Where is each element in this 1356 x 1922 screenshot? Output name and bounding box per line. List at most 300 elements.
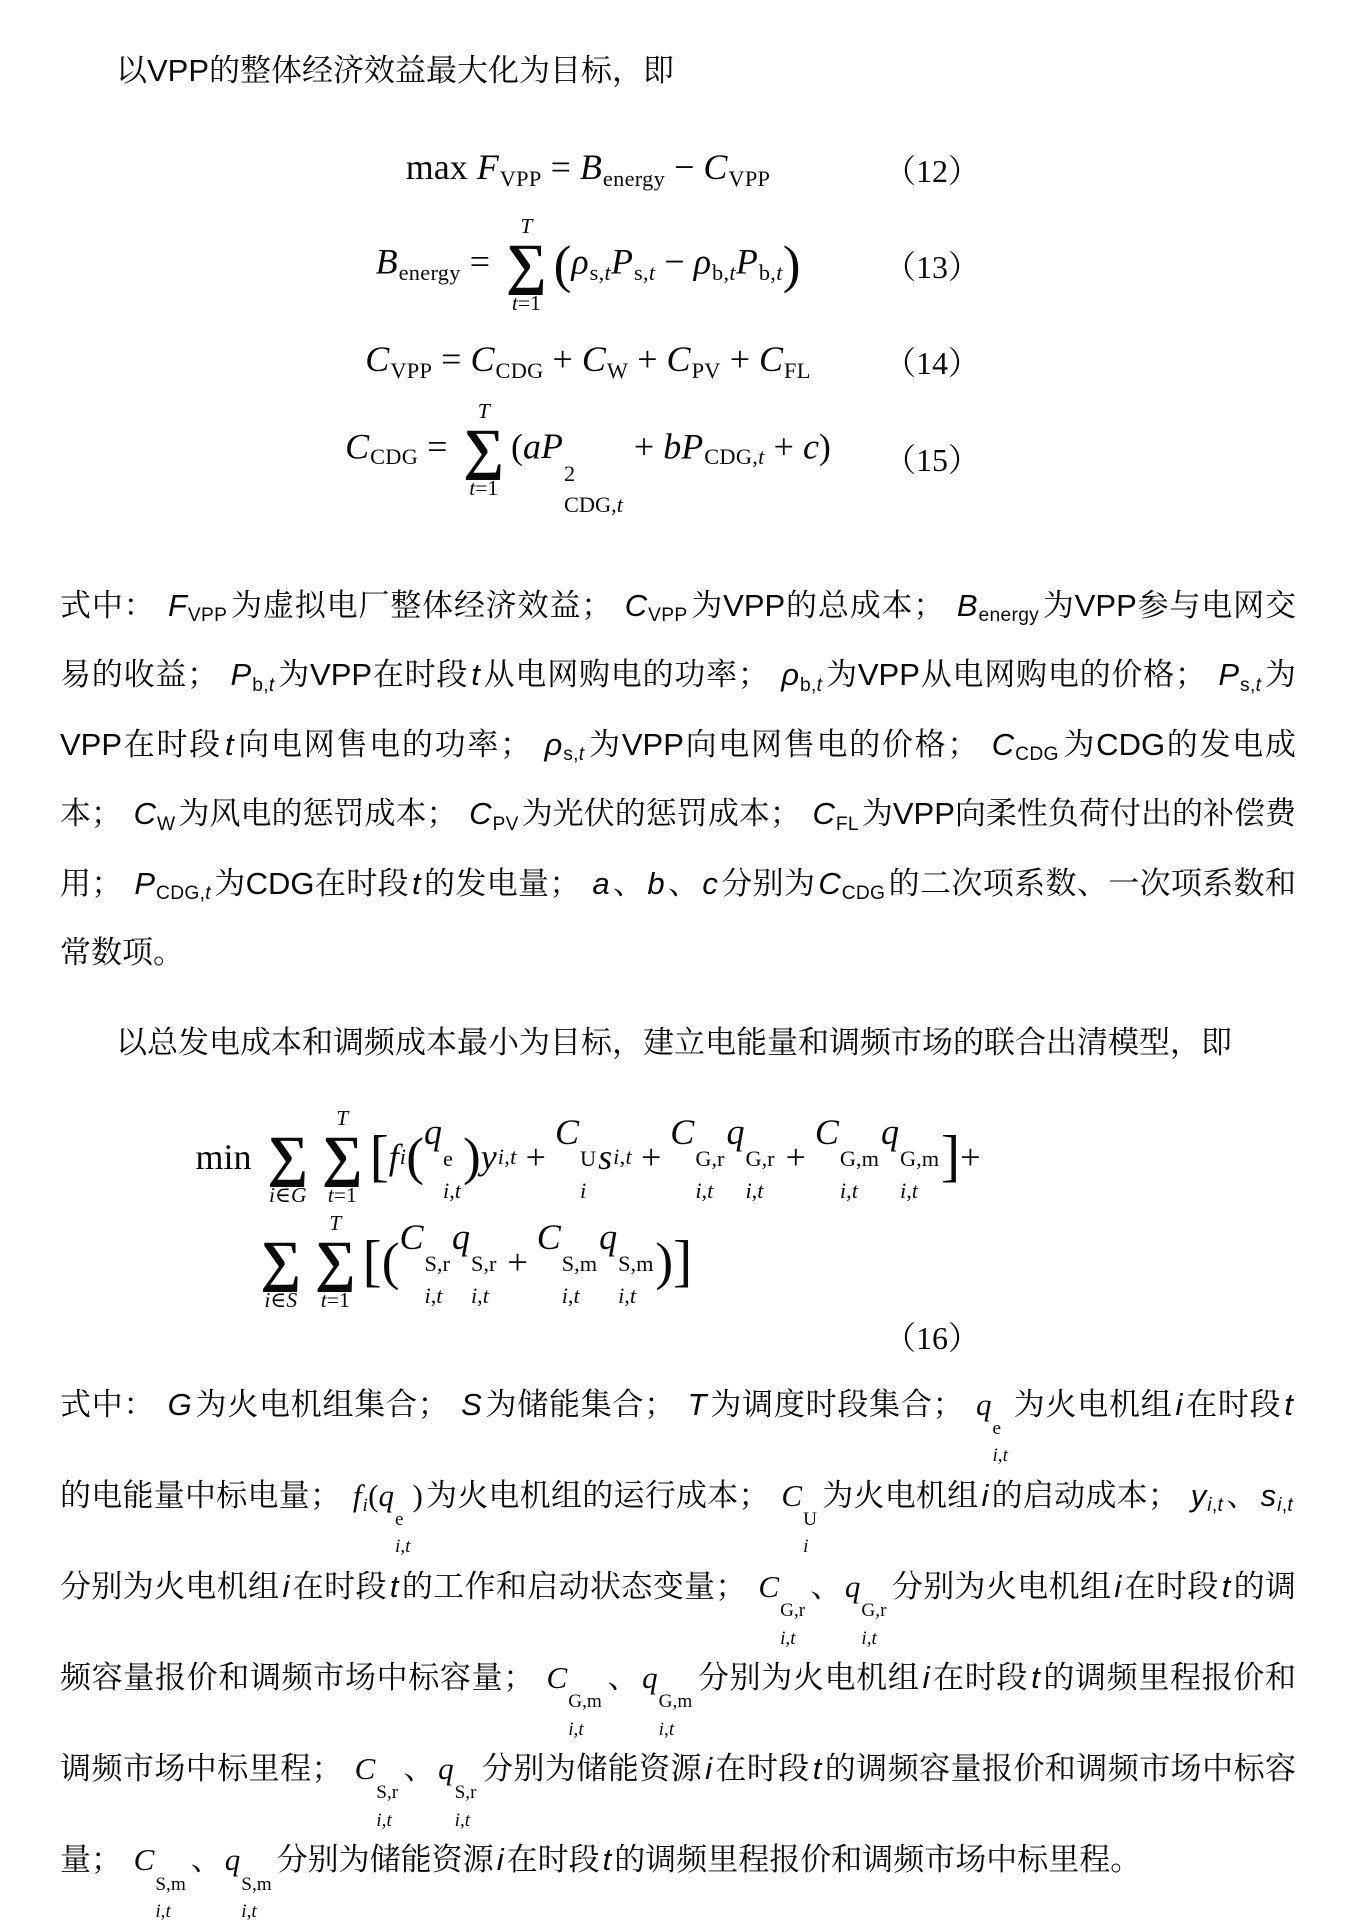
sum-upper-limit: T (329, 1210, 342, 1235)
math-token: energy (602, 165, 666, 191)
math-token: t (224, 726, 234, 762)
script-stack (425, 1253, 450, 1307)
symbol-base: C (536, 1216, 561, 1257)
text-run: 的发电量； (423, 865, 590, 901)
script-stack (455, 1783, 477, 1830)
math-token: energy (978, 605, 1040, 627)
math-token: + (543, 339, 582, 380)
text-run: 在时段 (1124, 1569, 1219, 1605)
math-token: b,t (252, 674, 275, 696)
text-run: 为虚拟电厂整体经济效益； (230, 588, 622, 624)
equation-13 (60, 207, 1296, 323)
math-token: P (735, 241, 758, 282)
math-token: y (480, 1136, 497, 1177)
math-token: s,t (589, 259, 611, 285)
math-token: i (282, 1569, 290, 1605)
equation-14-formula (365, 338, 810, 383)
symbol-base: q (642, 1660, 658, 1696)
text-run: 分别为储能资源 (276, 1842, 494, 1878)
math-token: f (388, 1136, 399, 1177)
script-stack (695, 1148, 724, 1202)
math-token: W (606, 357, 629, 383)
math-token: i (981, 1477, 989, 1513)
math-token: t (411, 865, 421, 901)
inline-math-run (844, 1569, 889, 1649)
superscript: G,m (568, 1691, 602, 1713)
math-token: b,t (758, 259, 783, 285)
equation-13-formula (376, 214, 801, 316)
scripted-symbol (438, 1739, 478, 1830)
superscript: 2 (563, 460, 576, 486)
math-token: C (759, 339, 784, 380)
sum-lower-limit: t=1 (327, 1183, 357, 1208)
math-token: s,t (563, 744, 585, 766)
math-token: C (133, 796, 157, 832)
symbol-base: C (399, 1216, 424, 1257)
inline-math-run (168, 1387, 192, 1422)
math-token: P (230, 657, 252, 693)
math-token: b,t (711, 259, 736, 285)
text-run: 为储能集合； (484, 1386, 685, 1422)
inline-math-run (224, 1842, 274, 1922)
inline-math-run (813, 1751, 822, 1786)
symbol-base: P (540, 426, 563, 467)
math-token: + (764, 426, 803, 467)
superscript: G,m (899, 1146, 940, 1172)
math-token: i (1114, 1569, 1122, 1605)
text-run: 为CDG在时段 (213, 865, 409, 901)
sigma-icon: ∑ (506, 232, 547, 296)
equation-14-number: （14） (883, 345, 980, 381)
symbol-base: q (438, 1751, 454, 1787)
equation-16-body (195, 1103, 980, 1313)
math-token: P (611, 241, 633, 282)
math-token: FL (835, 813, 859, 835)
superscript: S,r (376, 1782, 399, 1804)
sum-upper-limit: T (477, 399, 490, 423)
script-stack (618, 1253, 653, 1307)
equation-16 (60, 1103, 1296, 1359)
math-token: VPP (499, 165, 542, 191)
superscript: G,r (695, 1146, 725, 1172)
sum-lower-limit: t=1 (511, 291, 541, 316)
subscript: i,t (992, 1445, 1008, 1467)
inline-math-run (812, 796, 859, 835)
math-token: i,t (1207, 1495, 1224, 1517)
script-stack (580, 1148, 596, 1202)
equation-12-formula (406, 146, 771, 191)
inline-math-run (705, 1751, 712, 1786)
math-token: b (647, 865, 665, 901)
subscript: i,t (861, 1627, 877, 1649)
symbol-base: q (844, 1569, 861, 1605)
superscript: G,r (780, 1600, 806, 1622)
math-token: t (471, 657, 480, 693)
math-token: T (687, 1386, 707, 1422)
text-run: 式中： (60, 1386, 165, 1422)
scripted-symbol (378, 1466, 412, 1557)
math-token: a (522, 426, 541, 467)
scripted-symbol (537, 1216, 599, 1308)
math-token: C (470, 339, 495, 380)
text-run: 为火电机组集合； (194, 1386, 459, 1422)
script-stack (568, 1692, 602, 1739)
math-token: ρ (693, 241, 711, 282)
scripted-symbol (726, 1111, 776, 1203)
subscript: i (579, 1178, 587, 1203)
inline-math-run (592, 866, 609, 901)
math-token: CDG (370, 444, 419, 470)
subscript: i,t (424, 1282, 443, 1308)
sigma-icon: ∑ (260, 1229, 301, 1293)
math-token: C (703, 147, 728, 188)
math-token: i (705, 1751, 712, 1787)
symbol-base: C (670, 1112, 695, 1152)
math-token: i,t (613, 1143, 632, 1169)
big-delimiter: [ (362, 1230, 382, 1294)
subscript: i,t (745, 1178, 764, 1203)
superscript: e (443, 1146, 453, 1172)
script-stack (780, 1601, 805, 1648)
text-run: 的调频里程报价和调频市场中标里程； (60, 1660, 1296, 1787)
math-token: i,t (497, 1143, 517, 1169)
inline-math-run (471, 657, 480, 692)
math-token: B (956, 588, 978, 624)
scripted-symbol (881, 1111, 941, 1203)
big-delimiter: ) (655, 1232, 674, 1292)
math-token: + (960, 1136, 981, 1177)
summation-symbol (463, 399, 504, 501)
text-run: 为VPP的总成本； (690, 588, 954, 624)
inline-math-run (412, 866, 421, 901)
superscript: S,r (470, 1251, 497, 1277)
inline-math-run (624, 588, 688, 627)
sum-lower-limit: t=1 (469, 476, 499, 501)
text-run: 为VPP在时段 (60, 657, 1297, 762)
inline-math-run (1190, 1477, 1224, 1517)
symbol-base: C (546, 1660, 568, 1696)
math-token: VPP (648, 605, 688, 627)
big-delimiter: ] (673, 1230, 693, 1294)
summation-symbol (267, 1106, 308, 1208)
math-token: G (167, 1386, 192, 1422)
inline-math-run (390, 1569, 399, 1604)
inline-math-run (642, 1660, 694, 1740)
math-token: = (541, 147, 580, 188)
superscript: S,r (424, 1251, 450, 1277)
big-delimiter: ( (381, 1232, 400, 1292)
script-stack (562, 1253, 597, 1307)
math-token: B (579, 147, 602, 188)
intro-paragraph-1: 以VPP的整体经济效益最大化为目标，即 (116, 53, 675, 88)
symbol-base: q (424, 1112, 443, 1152)
math-token: + (628, 339, 667, 380)
text-run: 为火电机组 (821, 1477, 979, 1513)
text-run: 为调度时段集合； (709, 1386, 973, 1422)
superscript: S,m (155, 1873, 186, 1895)
subscript: i,t (839, 1178, 858, 1203)
math-token: t (389, 1569, 399, 1605)
subscript: i,t (241, 1900, 257, 1922)
inline-math-run (497, 1842, 504, 1877)
math-token: i (922, 1660, 930, 1696)
math-token: energy (398, 259, 461, 285)
script-stack (900, 1148, 939, 1202)
subscript: CDG,t (563, 492, 623, 518)
inline-math-run (167, 588, 228, 627)
scripted-symbol (781, 1466, 819, 1557)
math-token: a (592, 865, 610, 901)
superscript: G,r (745, 1146, 775, 1172)
scripted-symbol (976, 1375, 1010, 1466)
math-token: + (498, 1241, 537, 1282)
superscript: U (579, 1146, 597, 1172)
text-run: 、 (1226, 1477, 1258, 1513)
math-token: C (666, 339, 691, 380)
subscript: i,t (155, 1900, 171, 1922)
symbol-base: q (224, 1842, 241, 1878)
math-token: F (167, 588, 187, 624)
inline-math-run (781, 657, 823, 696)
math-token: VPP (728, 165, 771, 191)
script-stack (861, 1601, 886, 1648)
symbol-base: q (975, 1386, 992, 1422)
scripted-symbol (547, 1648, 604, 1739)
equation-12-number: （12） (883, 153, 980, 189)
inline-math-run (702, 866, 718, 901)
math-token: ) (818, 426, 831, 467)
text-run: 为火电机组的运行成本； (425, 1477, 779, 1513)
summation-symbol (322, 1106, 363, 1208)
text-run: 分别为火电机组 (697, 1660, 920, 1696)
inline-math-run (975, 1386, 1010, 1467)
sum-upper-limit: T (520, 214, 533, 239)
scripted-symbol (134, 1830, 188, 1921)
equation-16-number: （16） (883, 1319, 980, 1356)
math-token: CDG (841, 882, 886, 904)
math-token: i (362, 1495, 369, 1517)
superscript: S,r (454, 1782, 477, 1804)
text-run: 为风电的惩罚成本； (178, 796, 467, 832)
superscript: e (394, 1509, 404, 1531)
text-run: 为CDG的发电成本； (60, 726, 1296, 832)
inline-math-run (1222, 1569, 1231, 1604)
subscript: i,t (568, 1718, 584, 1740)
math-token: C (812, 796, 835, 832)
math-token: + (516, 1136, 555, 1177)
inline-math-run (225, 727, 234, 762)
text-run: 的二次项系数、一次项系数和常数项。 (60, 865, 1297, 970)
inline-math-run (352, 1477, 423, 1558)
text-run: 、 (667, 865, 700, 901)
text-run: 的工作和启动状态变量； (401, 1569, 756, 1605)
symbol-base: C (758, 1569, 780, 1605)
superscript: S,m (561, 1251, 598, 1277)
text-run: 为VPP从电网购电的价格； (825, 657, 1216, 693)
subscript: i,t (618, 1282, 637, 1308)
sigma-icon: ∑ (463, 417, 504, 481)
symbol-base: C (781, 1477, 803, 1513)
math-token: t (812, 1751, 822, 1787)
text-run: 的启动成本； (991, 1477, 1188, 1513)
vertical-spacer (60, 517, 1296, 545)
math-token: C (581, 339, 606, 380)
symbol-base: q (451, 1216, 470, 1257)
math-token: + (624, 426, 664, 467)
scripted-symbol (642, 1648, 694, 1739)
math-token: y (1190, 1477, 1207, 1513)
math-token: C (818, 865, 841, 901)
math-token: + (776, 1136, 815, 1177)
text-run: 为VPP在时段 (277, 657, 469, 693)
subscript: i,t (658, 1718, 675, 1740)
scripted-symbol (758, 1557, 807, 1648)
inline-math-run (133, 796, 176, 835)
inline-math-run (461, 1387, 482, 1422)
equation-12 (60, 131, 1296, 207)
script-stack (803, 1510, 817, 1557)
math-token: W (157, 813, 176, 835)
summation-symbol (506, 214, 547, 316)
math-token: C (365, 339, 390, 380)
big-delimiter: ] (941, 1125, 961, 1189)
math-token: ρ (544, 726, 563, 762)
math-token: min (195, 1136, 261, 1177)
text-run: 、 (403, 1751, 436, 1787)
inline-math-run (991, 726, 1059, 766)
script-stack (992, 1419, 1008, 1466)
superscript: G,r (861, 1600, 887, 1622)
inline-math-run (647, 866, 664, 901)
inline-math-run (1260, 1477, 1293, 1517)
superscript: S,m (241, 1873, 272, 1895)
scripted-symbol (555, 1111, 598, 1203)
text-run: 分别为火电机组 (60, 1569, 280, 1605)
superscript: e (992, 1418, 1001, 1440)
summation-symbol (315, 1211, 356, 1313)
summation-symbol (260, 1211, 301, 1313)
math-token: ρ (781, 657, 800, 693)
math-token: ( (368, 1477, 379, 1513)
text-run: 为VPP参与电网交易的收益； (60, 588, 1296, 693)
math-token: F (476, 147, 499, 188)
text-run: 分别为储能资源 (481, 1751, 703, 1787)
inline-math-run (1114, 1569, 1121, 1604)
text-run: 在时段 (506, 1842, 600, 1878)
math-token: + (631, 1136, 671, 1177)
symbol-base: C (354, 1751, 376, 1787)
math-token: C (991, 726, 1015, 762)
math-token: b (663, 426, 682, 467)
symbol-base: C (554, 1112, 579, 1152)
scripted-symbol (452, 1216, 498, 1308)
text-run: 为VPP向电网售电的价格； (587, 726, 989, 762)
math-token: B (375, 241, 398, 282)
symbol-base: C (814, 1112, 839, 1152)
subscript: i,t (780, 1627, 796, 1649)
equation-16-line-1 (195, 1103, 980, 1211)
inline-math-run (781, 1477, 819, 1558)
superscript: S,m (618, 1251, 654, 1277)
equation-15-formula (345, 399, 831, 517)
text-run: 在时段 (292, 1569, 387, 1605)
inline-math-run (1175, 1387, 1182, 1422)
text-run: 的调频容量报价和调频市场中标容量； (60, 1569, 1297, 1696)
inline-math-run (133, 1842, 188, 1922)
scripted-symbol (225, 1830, 274, 1921)
symbol-base: q (378, 1477, 394, 1513)
subscript: i,t (454, 1809, 471, 1831)
script-stack (395, 1510, 411, 1557)
math-token: s (1260, 1477, 1277, 1513)
subscript: i,t (695, 1178, 714, 1203)
sum-upper-limit: T (336, 1105, 349, 1130)
script-stack (840, 1148, 879, 1202)
math-token: − (655, 241, 694, 282)
text-run: 分别为 (720, 865, 816, 901)
math-token: C (624, 588, 648, 624)
equation-15 (60, 399, 1296, 517)
scripted-symbol (355, 1739, 401, 1830)
inline-math-run (1031, 1660, 1040, 1695)
scripted-symbol (845, 1557, 889, 1648)
math-token: f (352, 1477, 362, 1513)
math-token: ρ (571, 241, 589, 282)
text-run: 为光伏的惩罚成本； (521, 796, 810, 832)
math-token: = (432, 339, 471, 380)
inline-math-run (544, 726, 585, 766)
text-run: 为火电机组 (1012, 1386, 1173, 1422)
superscript: U (803, 1509, 817, 1531)
equation-15-number: （15） (883, 442, 980, 478)
inline-math-run (758, 1569, 807, 1649)
text-run: 的调频容量报价和调频市场中标容量； (60, 1751, 1297, 1878)
superscript: G,m (658, 1691, 693, 1713)
inline-math-run (546, 1660, 604, 1740)
sigma-icon: ∑ (267, 1124, 309, 1188)
script-stack (155, 1875, 185, 1922)
script-stack (659, 1692, 693, 1739)
subscript: i,t (470, 1282, 489, 1308)
math-token: PV (492, 813, 519, 835)
math-token: P (134, 865, 156, 901)
text-run: 式中： (60, 588, 165, 624)
math-token: ( (510, 426, 523, 467)
text-run: 在时段 (714, 1751, 810, 1787)
text-run: 分别为火电机组 (891, 1569, 1112, 1605)
inline-math-run (230, 657, 275, 696)
text-run: 为VPP向柔性负荷付出的补偿费用； (60, 796, 1296, 901)
math-token: t (1031, 1660, 1040, 1696)
math-token: s (598, 1136, 613, 1177)
superscript: G,m (839, 1146, 879, 1172)
math-token: PV (691, 357, 721, 383)
sum-lower-limit: i∈S (264, 1288, 298, 1313)
script-stack (443, 1148, 461, 1202)
math-token: t (1221, 1569, 1231, 1605)
symbol-base: q (726, 1112, 745, 1152)
math-token: VPP (390, 357, 433, 383)
math-token: C (345, 426, 370, 467)
script-stack (241, 1875, 271, 1922)
scripted-symbol (541, 425, 625, 517)
inline-math-run (1284, 1387, 1293, 1422)
text-run: 、 (190, 1842, 222, 1878)
equation-16-line-2 (253, 1211, 692, 1313)
math-token: C (469, 796, 492, 832)
scripted-symbol (815, 1111, 881, 1203)
math-token: max (405, 147, 477, 188)
